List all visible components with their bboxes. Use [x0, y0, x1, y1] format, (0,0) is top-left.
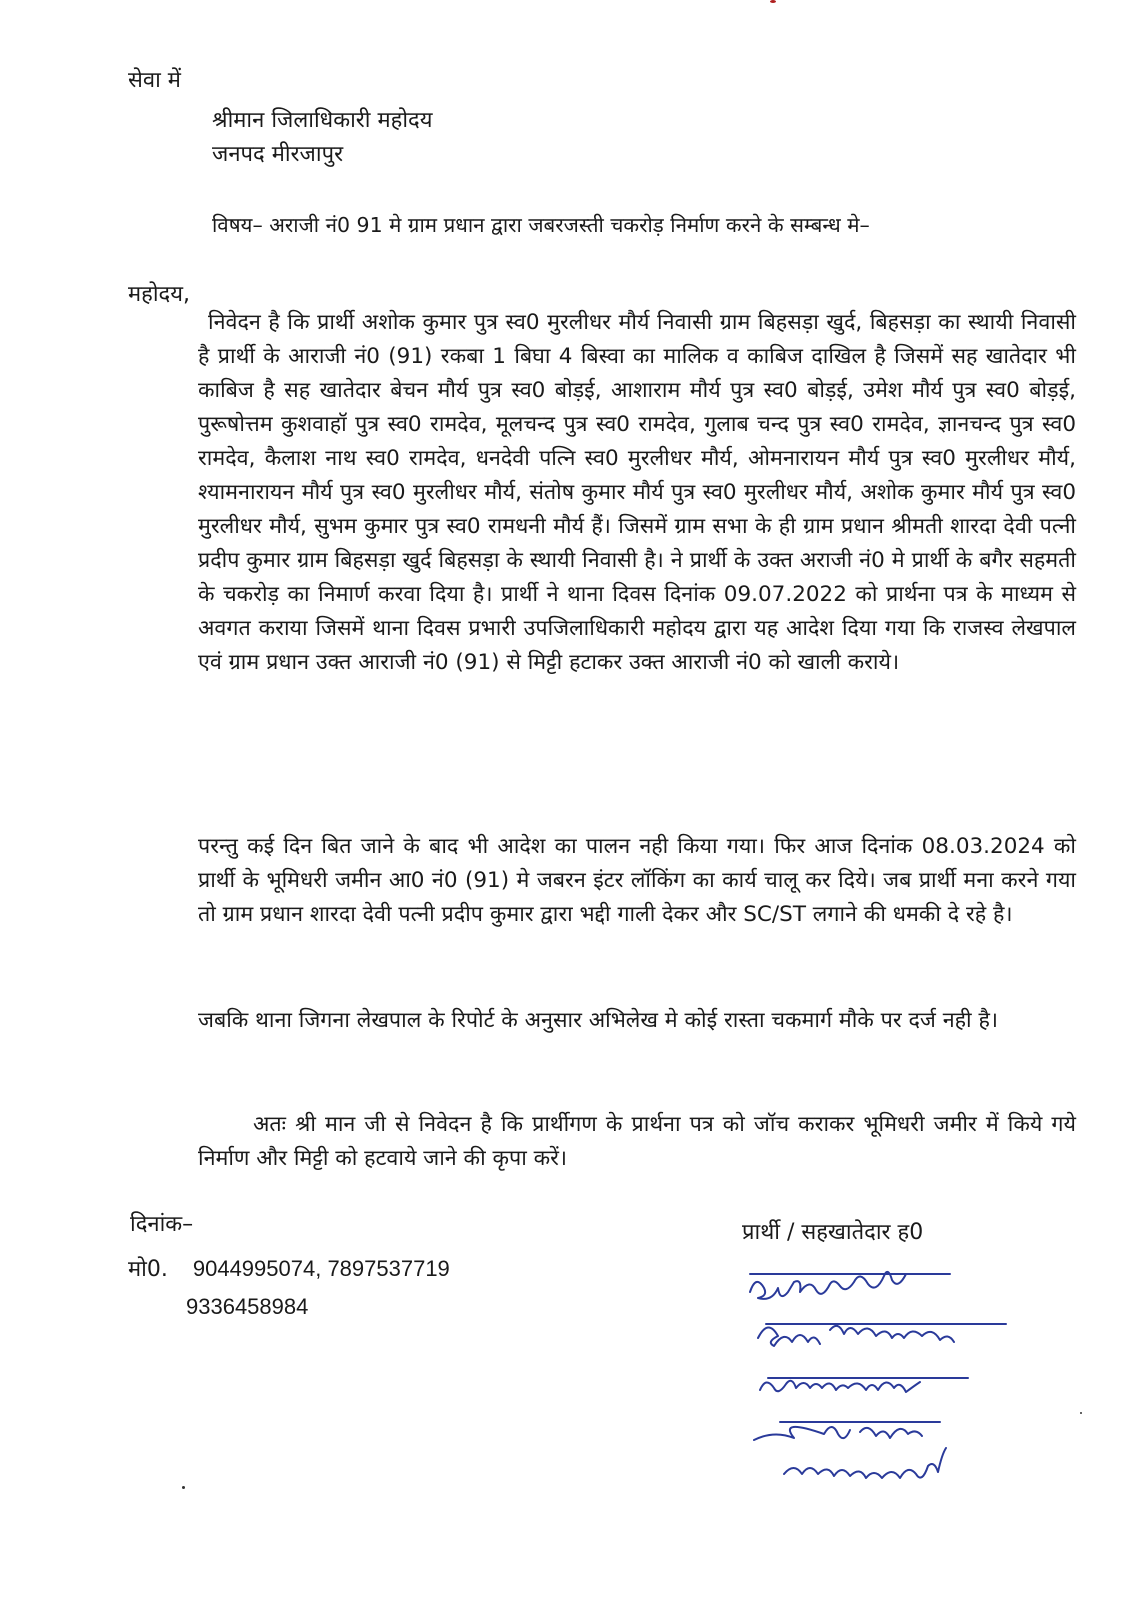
paper-speck [1080, 1412, 1082, 1414]
handwritten-signatures [740, 1262, 1040, 1482]
signature-5 [784, 1448, 946, 1478]
paragraph-followup: परन्तु कई दिन बित जाने के बाद भी आदेश का पालन नही किया गया। फिर आज दिनांक 08.03.2024 को प्रार्थी के भूमिधरी जमीन आ0 नं0 (91) मे जबरन इंटर लॉकिंग का कार्य चालू कर दिये। जब प्रार्थी मना करने गया तो ग्राम प्रधान शारदा देवी पत्नी प्रदीप कुमार द्वारा भद्दी गाली देकर और SC/ST लगाने की धमकी दे रहे है। [198, 834, 1076, 927]
date-label: दिनांक– [130, 1212, 194, 1237]
subject-line: विषय– अराजी नं0 91 मे ग्राम प्रधान द्वारा जबरजस्ती चकरोड़ निर्माण करने के सम्बन्ध मे– [212, 213, 870, 237]
paragraph-request: अतः श्री मान जी से निवेदन है कि प्रार्थीगण के प्रार्थना पत्र को जॉच कराकर भूमिधरी जमीर में किये गये निर्माण और मिट्टी को हटवाये जाने की कृपा करें। [198, 1112, 1076, 1171]
paragraph-lekhpal-report: जबकि थाना जिगना लेखपाल के रिपोर्ट के अनुसार अभिलेख मे कोई रास्ता चकमार्ग मौके पर दर्ज नही है। [198, 1008, 999, 1033]
signature-4 [754, 1422, 940, 1440]
greeting: महोदय, [128, 282, 190, 307]
signatures-block [740, 1262, 1020, 1482]
signature-1 [750, 1272, 950, 1299]
mobile-label: मो0. [128, 1257, 168, 1282]
applicant-label: प्रार्थी / सहखातेदार ह0 [742, 1220, 924, 1245]
mobile-line [128, 1256, 450, 1283]
mobile-number-3: 9336458984 [186, 1294, 309, 1319]
mobile-numbers: 9044995074, 7897537719 [192, 1256, 450, 1281]
paper-mark [770, 0, 776, 3]
signature-2 [758, 1324, 1006, 1346]
signature-3 [760, 1378, 968, 1392]
recipient-title: श्रीमान जिलाधिकारी महोदय [212, 108, 433, 133]
salutation: सेवा में [128, 68, 181, 93]
paper-speck [182, 1486, 185, 1489]
paragraph-main: निवेदन है कि प्रार्थी अशोक कुमार पुत्र स्व0 मुरलीधर मौर्य निवासी ग्राम बिहसड़ा खुर्द, बिहसड़ा का स्थायी निवासी है प्रार्थी के आराजी नं0 (91) रकबा 1 बिघा 4 बिस्वा का मालिक व काबिज दाखिल है जिसमें सह खातेदार भी काबिज है सह खातेदार बेचन मौर्य पुत्र स्व0 बोड़ई, आशाराम मौर्य पुत्र स्व0 बोड़ई, उमेश मौर्य पुत्र स्व0 बोड़ई, पुरूषोत्तम कुशवाहॉ पुत्र स्व0 रामदेव, मूलचन्द पुत्र स्व0 रामदेव, गुलाब चन्द पुत्र स्व0 रामदेव, ज्ञानचन्द पुत्र स्व0 रामदेव, कैलाश नाथ स्व0 रामदेव, धनदेवी पत्नि स्व0 मुरलीधर मौर्य, ओमनारायन मौर्य पुत्र स्व0 मुरलीधर मौर्य, श्यामनारायन मौर्य पुत्र स्व0 मुरलीधर मौर्य, संतोष कुमार मौर्य पुत्र स्व0 मुरलीधर मौर्य, अशोक कुमार मौर्य पुत्र स्व0 मुरलीधर मौर्य, सुभम कुमार पुत्र स्व0 रामधनी मौर्य हैं। जिसमें ग्राम सभा के ही ग्राम प्रधान श्रीमती शारदा देवी पत्नी प्रदीप कुमार ग्राम बिहसड़ा खुर्द बिहसड़ा के स्थायी निवासी है। ने प्रार्थी के उक्त अराजी नं0 मे प्रार्थी के बगैर सहमती के चकरोड़ का निमार्ण करवा दिया है। प्रार्थी ने थाना दिवस दिनांक 09.07.2022 को प्रार्थना पत्र के माध्यम से अवगत कराया जिसमें थाना दिवस प्रभारी उपजिलाधिकारी महोदय द्वारा यह आदेश दिया गया कि राजस्व लेखपाल एवं ग्राम प्रधान उक्त आराजी नं0 (91) से मिट्टी हटाकर उक्त आराजी नं0 को खाली कराये। [198, 310, 1076, 675]
recipient-district: जनपद मीरजापुर [212, 142, 344, 167]
